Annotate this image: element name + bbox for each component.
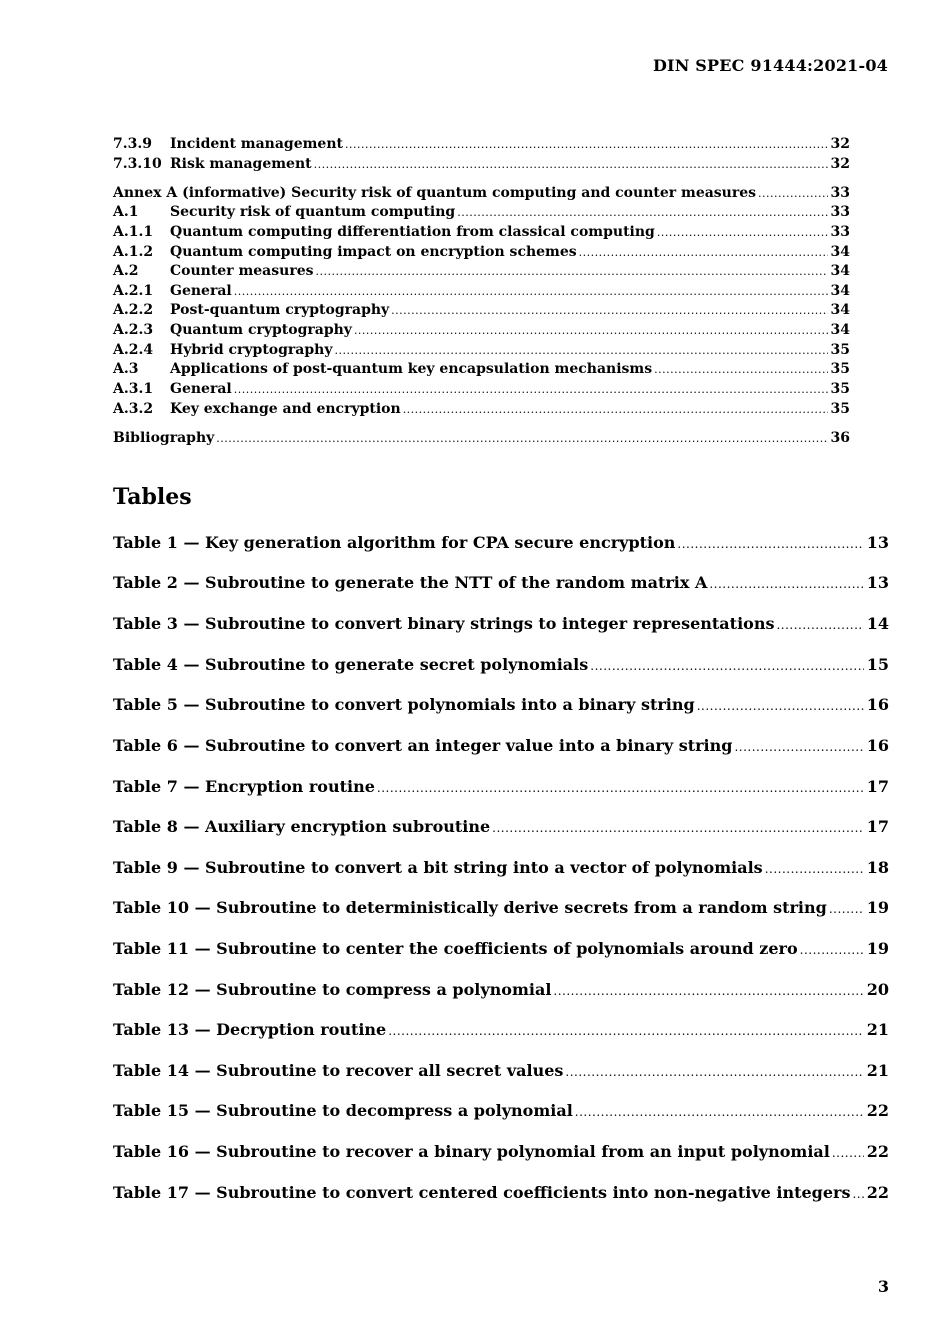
toc-entry-number: A.2.2 [113,302,154,318]
dot-leader [829,899,864,919]
dot-leader [391,301,827,321]
dot-leader [800,940,864,960]
toc-entry-title: Quantum cryptography [170,322,352,338]
tables-heading: Tables [113,484,192,510]
toc-entry-page: 33 [830,185,850,201]
table-entry-page: 14 [866,614,889,633]
table-entry-page: 17 [866,777,889,796]
toc-entry-title: Quantum computing differentiation from classical computing [170,224,655,240]
toc-entry-page: 32 [830,156,850,172]
table-entry-title: Table 12 — Subroutine to compress a polynomial [113,980,552,999]
table-entry-page: 21 [866,1020,889,1039]
table-entry[interactable] [113,1181,889,1205]
table-entry-page: 19 [866,939,889,958]
dot-leader [852,1184,863,1204]
dot-leader [314,155,828,175]
toc-entry-page: 34 [830,302,850,318]
table-entry[interactable] [113,1099,889,1123]
table-entry[interactable] [113,856,889,880]
table-entry-page: 16 [866,736,889,755]
table-entry-page: 13 [866,573,889,592]
dot-leader [403,400,828,420]
toc-entry[interactable] [113,154,850,174]
table-entry-page: 18 [866,858,889,877]
table-entry[interactable] [113,653,889,677]
toc-entry-page: 33 [830,224,850,240]
table-entry-page: 19 [866,898,889,917]
toc-entry-number: A.1.2 [113,244,154,260]
toc-entry-title: Key exchange and encryption [170,401,401,417]
toc-entry-title: Quantum computing impact on encryption schemes [170,244,577,260]
toc-entry-page: 36 [830,430,850,446]
table-entry-title: Table 6 — Subroutine to convert an integer value into a binary string [113,736,733,755]
toc-entry-title: Hybrid cryptography [170,342,333,358]
toc-entry-number: A.1 [113,204,139,220]
toc-entry-title: Risk management [170,156,312,172]
dot-leader [457,203,827,223]
dot-leader [565,1062,863,1082]
table-entry-title: Table 16 — Subroutine to recover a binary polynomial from an input polynomial [113,1142,830,1161]
toc-entry-number: A.2.3 [113,322,154,338]
dot-leader [553,981,863,1001]
toc-entry-number: A.2.4 [113,342,154,358]
table-entry[interactable] [113,937,889,961]
toc-entry-number: A.2 [113,263,139,279]
toc-entry[interactable] [113,320,850,340]
toc-entry-title: Bibliography [113,430,215,446]
toc-entry-title: Post-quantum cryptography [170,302,390,318]
dot-leader [697,696,864,716]
table-entry[interactable] [113,775,889,799]
toc-entry-title: Incident management [170,136,343,152]
table-entry[interactable] [113,734,889,758]
dot-leader [654,360,827,380]
table-entry-title: Table 9 — Subroutine to convert a bit string into a vector of polynomials [113,858,763,877]
toc-entry-page: 34 [830,263,850,279]
dot-leader [832,1143,864,1163]
dot-leader [579,243,828,263]
table-entry-title: Table 4 — Subroutine to generate secret polynomials [113,655,589,674]
table-entry-title: Table 7 — Encryption routine [113,777,375,796]
table-entry-page: 22 [866,1101,889,1120]
toc-entry-page: 35 [830,381,850,397]
toc-entry-page: 34 [830,283,850,299]
table-entry[interactable] [113,896,889,920]
toc-entry-number: A.1.1 [113,224,154,240]
toc-entry-number: A.2.1 [113,283,154,299]
table-entry-title: Table 17 — Subroutine to convert centered coefficients into non-negative integers [113,1183,851,1202]
dot-leader [234,282,828,302]
dot-leader [345,135,828,155]
toc-entry-title: General [170,381,232,397]
toc-entry-number: 7.3.9 [113,136,152,152]
table-entry[interactable] [113,612,889,636]
table-entry-title: Table 8 — Auxiliary encryption subroutine [113,817,491,836]
dot-leader [315,262,827,282]
table-entry-title: Table 2 — Subroutine to generate the NTT of the random matrix A [113,573,708,592]
toc-entry-title: Annex A (informative) Security risk of quantum computing and counter measures [113,185,757,201]
table-entry-page: 15 [866,655,889,674]
table-entry-title: Table 10 — Subroutine to deterministically derive secrets from a random string [113,898,827,917]
table-entry[interactable] [113,978,889,1002]
toc-entry-bibliography[interactable] [113,428,850,448]
table-entry-title: Table 14 — Subroutine to recover all secret values [113,1061,564,1080]
toc-entry[interactable] [113,242,850,262]
toc-entry[interactable] [113,222,850,242]
document-id-header: DIN SPEC 91444:2021-04 [652,56,888,75]
table-entry[interactable] [113,1140,889,1164]
toc-entry[interactable] [113,261,850,281]
toc-entry[interactable] [113,379,850,399]
dot-leader [677,534,863,554]
toc-entry-number: A.3 [113,361,139,377]
dot-leader [334,341,827,361]
table-entry[interactable] [113,693,889,717]
table-entry-page: 20 [866,980,889,999]
dot-leader [234,380,828,400]
dot-leader [590,656,863,676]
dot-leader [377,778,864,798]
toc-entry[interactable] [113,281,850,301]
toc-entry[interactable] [113,134,850,154]
toc-entry-page: 35 [830,401,850,417]
dot-leader [657,223,828,243]
toc-entry-number: 7.3.10 [113,156,162,172]
table-entry[interactable] [113,531,889,555]
table-entry[interactable] [113,1018,889,1042]
table-entry[interactable] [113,1059,889,1083]
toc-entry-page: 35 [830,342,850,358]
toc-entry-title: Security risk of quantum computing [170,204,456,220]
toc-entry-page: 34 [830,244,850,260]
toc-entry[interactable] [113,340,850,360]
toc-entry-title: Counter measures [170,263,314,279]
toc-entry-annex[interactable] [113,183,850,203]
table-entry-title: Table 5 — Subroutine to convert polynomials into a binary string [113,695,695,714]
table-entry-page: 21 [866,1061,889,1080]
table-entry[interactable] [113,815,889,839]
toc-entry-page: 34 [830,322,850,338]
page-number: 3 [877,1277,889,1296]
table-entry-page: 13 [866,533,889,552]
dot-leader [709,574,863,594]
table-entry-page: 17 [866,817,889,836]
toc-entry[interactable] [113,399,850,419]
dot-leader [765,859,864,879]
table-entry-page: 16 [866,695,889,714]
toc-entry-title: Applications of post-quantum key encapsulation mechanisms [170,361,653,377]
table-entry[interactable] [113,571,889,595]
dot-leader [758,184,827,204]
toc-entry-page: 32 [830,136,850,152]
table-entry-title: Table 1 — Key generation algorithm for CPA secure encryption [113,533,676,552]
dot-leader [575,1102,864,1122]
dot-leader [776,615,863,635]
toc-entry-page: 35 [830,361,850,377]
toc-entry-title: General [170,283,232,299]
table-entry-title: Table 11 — Subroutine to center the coefficients of polynomials around zero [113,939,798,958]
table-entry-title: Table 13 — Decryption routine [113,1020,387,1039]
table-entry-title: Table 15 — Subroutine to decompress a polynomial [113,1101,573,1120]
table-entry-title: Table 3 — Subroutine to convert binary strings to integer representations [113,614,775,633]
table-entry-page: 22 [866,1183,889,1202]
dot-leader [216,429,827,449]
dot-leader [388,1021,864,1041]
toc-entry[interactable] [113,202,850,222]
dot-leader [492,818,864,838]
toc-entry-page: 33 [830,204,850,220]
table-entry-page: 22 [866,1142,889,1161]
dot-leader [354,321,828,341]
toc-entry-number: A.3.1 [113,381,154,397]
toc-entry-number: A.3.2 [113,401,154,417]
toc-entry[interactable] [113,359,850,379]
toc-entry[interactable] [113,300,850,320]
dot-leader [734,737,863,757]
